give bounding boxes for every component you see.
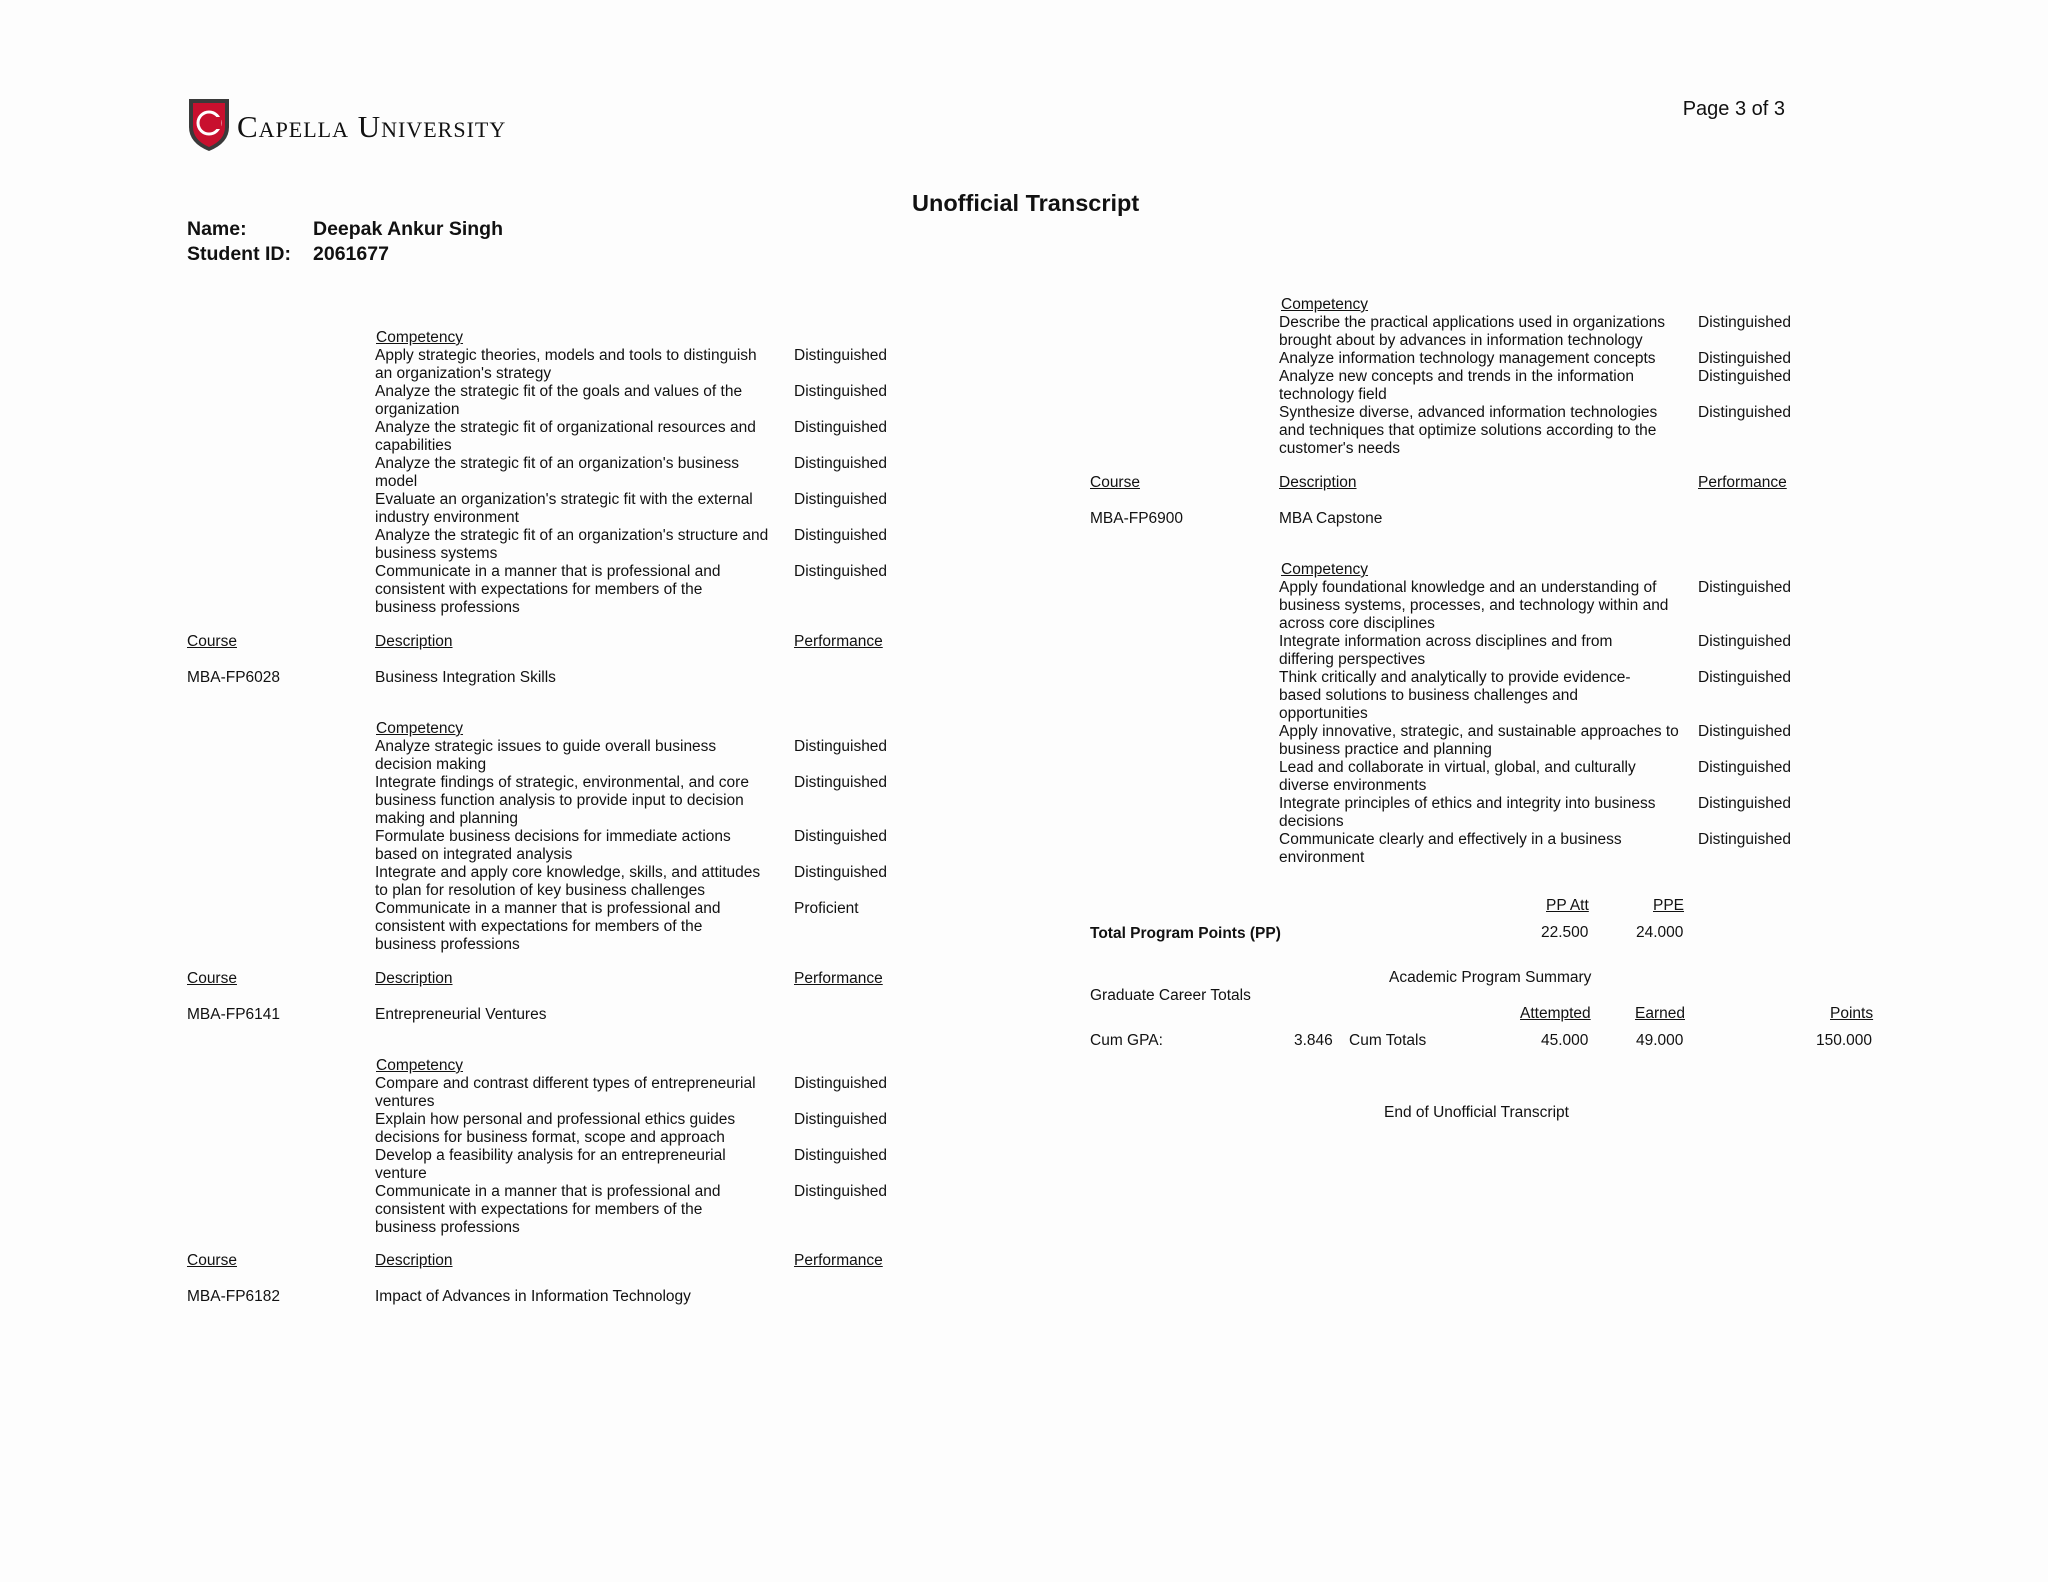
competency-text: Describe the practical applications used in organizations brought about by advances in information technology	[1279, 314, 1665, 349]
competency-rating: Distinguished	[794, 1111, 888, 1128]
ppe-value: 24.000	[1636, 924, 1684, 941]
cum-gpa-value: 3.846	[1294, 1032, 1333, 1049]
competency-rating: Distinguished	[1698, 795, 1792, 812]
competency-text: Compare and contrast different types of entrepreneurial ventures	[375, 1075, 756, 1110]
competency-rating: Distinguished	[794, 1147, 888, 1164]
description-column-header: Description	[375, 970, 453, 987]
competency-rating: Distinguished	[794, 347, 888, 364]
competency-text: Analyze new concepts and trends in the information technology field	[1279, 368, 1634, 403]
competency-text: Integrate information across disciplines and from differing perspectives	[1279, 633, 1613, 668]
competency-heading: Competency	[1281, 296, 1369, 313]
course-column-header: Course	[187, 633, 237, 650]
university-name: Capella University	[237, 109, 507, 144]
competency-rating: Distinguished	[794, 864, 888, 881]
competency-heading: Competency	[376, 1057, 464, 1074]
course-description: Entrepreneurial Ventures	[375, 1006, 547, 1023]
competency-text: Apply innovative, strategic, and sustainable approaches to business practice and planning	[1279, 723, 1679, 758]
student-id-label: Student ID:	[187, 243, 291, 265]
description-column-header: Description	[375, 1252, 453, 1269]
competency-text: Apply foundational knowledge and an understanding of business systems, processes, and technology within and across core disciplines	[1279, 579, 1669, 632]
competency-rating: Distinguished	[794, 738, 888, 755]
performance-column-header: Performance	[794, 1252, 883, 1269]
earned-header: Earned	[1635, 1005, 1685, 1022]
course-code: MBA-FP6028	[187, 669, 281, 686]
competency-rating: Distinguished	[794, 455, 888, 472]
competency-text: Synthesize diverse, advanced information technologies and techniques that optimize solutions according to the customer's needs	[1279, 404, 1658, 457]
graduate-career-totals: Graduate Career Totals	[1090, 987, 1251, 1004]
page-indicator: Page 3 of 3	[1682, 98, 1785, 120]
competency-heading: Competency	[1281, 561, 1369, 578]
competency-text: Develop a feasibility analysis for an entrepreneurial venture	[375, 1147, 726, 1182]
competency-text: Integrate findings of strategic, environmental, and core business function analysis to provide input to decision making and planning	[375, 774, 749, 827]
competency-rating: Distinguished	[794, 563, 888, 580]
competency-heading: Competency	[376, 329, 464, 346]
competency-text: Analyze information technology management concepts	[1279, 350, 1656, 367]
earned-value: 49.000	[1636, 1032, 1684, 1049]
course-description: Impact of Advances in Information Technology	[375, 1288, 691, 1305]
competency-rating: Distinguished	[794, 1075, 888, 1092]
competency-text: Formulate business decisions for immediate actions based on integrated analysis	[375, 828, 731, 863]
competency-text: Evaluate an organization's strategic fit with the external industry environment	[375, 491, 753, 526]
competency-text: Communicate in a manner that is professional and consistent with expectations for members of the business professions	[375, 563, 721, 616]
performance-column-header: Performance	[794, 970, 883, 987]
shield-icon	[187, 97, 231, 153]
competency-rating: Distinguished	[794, 491, 888, 508]
competency-rating: Distinguished	[1698, 831, 1792, 848]
competency-rating: Distinguished	[794, 527, 888, 544]
end-of-transcript: End of Unofficial Transcript	[1384, 1104, 1569, 1121]
description-column-header: Description	[1279, 474, 1357, 491]
competency-rating: Distinguished	[1698, 579, 1792, 596]
cum-gpa-label: Cum GPA:	[1090, 1032, 1163, 1049]
pp-att-header: PP Att	[1546, 897, 1589, 914]
competency-text: Analyze the strategic fit of the goals and values of the organization	[375, 383, 743, 418]
total-program-points-label: Total Program Points (PP)	[1090, 925, 1281, 942]
competency-rating: Proficient	[794, 900, 859, 917]
competency-rating: Distinguished	[794, 1183, 888, 1200]
competency-text: Analyze strategic issues to guide overall business decision making	[375, 738, 717, 773]
competency-text: Analyze the strategic fit of organizational resources and capabilities	[375, 419, 756, 454]
competency-text: Communicate in a manner that is professional and consistent with expectations for members of the business professions	[375, 1183, 721, 1236]
points-value: 150.000	[1816, 1032, 1873, 1049]
competency-text: Integrate and apply core knowledge, skills, and attitudes to plan for resolution of key business challenges	[375, 864, 761, 899]
competency-rating: Distinguished	[794, 774, 888, 791]
competency-rating: Distinguished	[1698, 314, 1792, 331]
competency-text: Think critically and analytically to provide evidence-based solutions to business challenges and opportunities	[1279, 669, 1631, 722]
competency-rating: Distinguished	[1698, 404, 1792, 421]
competency-rating: Distinguished	[1698, 669, 1792, 686]
competency-text: Analyze the strategic fit of an organization's business model	[375, 455, 739, 490]
performance-column-header: Performance	[1698, 474, 1787, 491]
points-header: Points	[1830, 1005, 1874, 1022]
description-column-header: Description	[375, 633, 453, 650]
competency-text: Analyze the strategic fit of an organization's structure and business systems	[375, 527, 769, 562]
course-code: MBA-FP6900	[1090, 510, 1184, 527]
competency-text: Integrate principles of ethics and integrity into business decisions	[1279, 795, 1656, 830]
university-logo	[187, 97, 231, 158]
competency-rating: Distinguished	[1698, 350, 1792, 367]
academic-program-summary: Academic Program Summary	[1389, 969, 1592, 986]
ppe-header: PPE	[1653, 897, 1685, 914]
pp-att-value: 22.500	[1541, 924, 1589, 941]
competency-text: Explain how personal and professional ethics guides decisions for business format, scope and approach	[375, 1111, 736, 1146]
course-column-header: Course	[1090, 474, 1140, 491]
cum-totals-label: Cum Totals	[1349, 1032, 1427, 1049]
competency-text: Apply strategic theories, models and tools to distinguish an organization's strategy	[375, 347, 757, 382]
competency-rating: Distinguished	[794, 419, 888, 436]
name-label: Name:	[187, 218, 247, 240]
attempted-value: 45.000	[1541, 1032, 1589, 1049]
course-description: MBA Capstone	[1279, 510, 1383, 527]
course-code: MBA-FP6141	[187, 1006, 281, 1023]
university-wordmark	[237, 109, 506, 145]
competency-heading: Competency	[376, 720, 464, 737]
document-title: Unofficial Transcript	[912, 190, 1140, 216]
course-column-header: Course	[187, 1252, 237, 1269]
competency-text: Communicate in a manner that is professional and consistent with expectations for members of the business professions	[375, 900, 721, 953]
performance-column-header: Performance	[794, 633, 883, 650]
course-column-header: Course	[187, 970, 237, 987]
competency-text: Communicate clearly and effectively in a business environment	[1279, 831, 1622, 866]
attempted-header: Attempted	[1520, 1005, 1591, 1022]
course-code: MBA-FP6182	[187, 1288, 281, 1305]
student-name: Deepak Ankur Singh	[313, 218, 503, 240]
competency-rating: Distinguished	[1698, 368, 1792, 385]
competency-rating: Distinguished	[794, 828, 888, 845]
student-id: 2061677	[313, 243, 389, 265]
competency-rating: Distinguished	[1698, 633, 1792, 650]
course-description: Business Integration Skills	[375, 669, 556, 686]
competency-rating: Distinguished	[1698, 723, 1792, 740]
competency-rating: Distinguished	[1698, 759, 1792, 776]
competency-text: Lead and collaborate in virtual, global, and culturally diverse environments	[1279, 759, 1636, 794]
competency-rating: Distinguished	[794, 383, 888, 400]
